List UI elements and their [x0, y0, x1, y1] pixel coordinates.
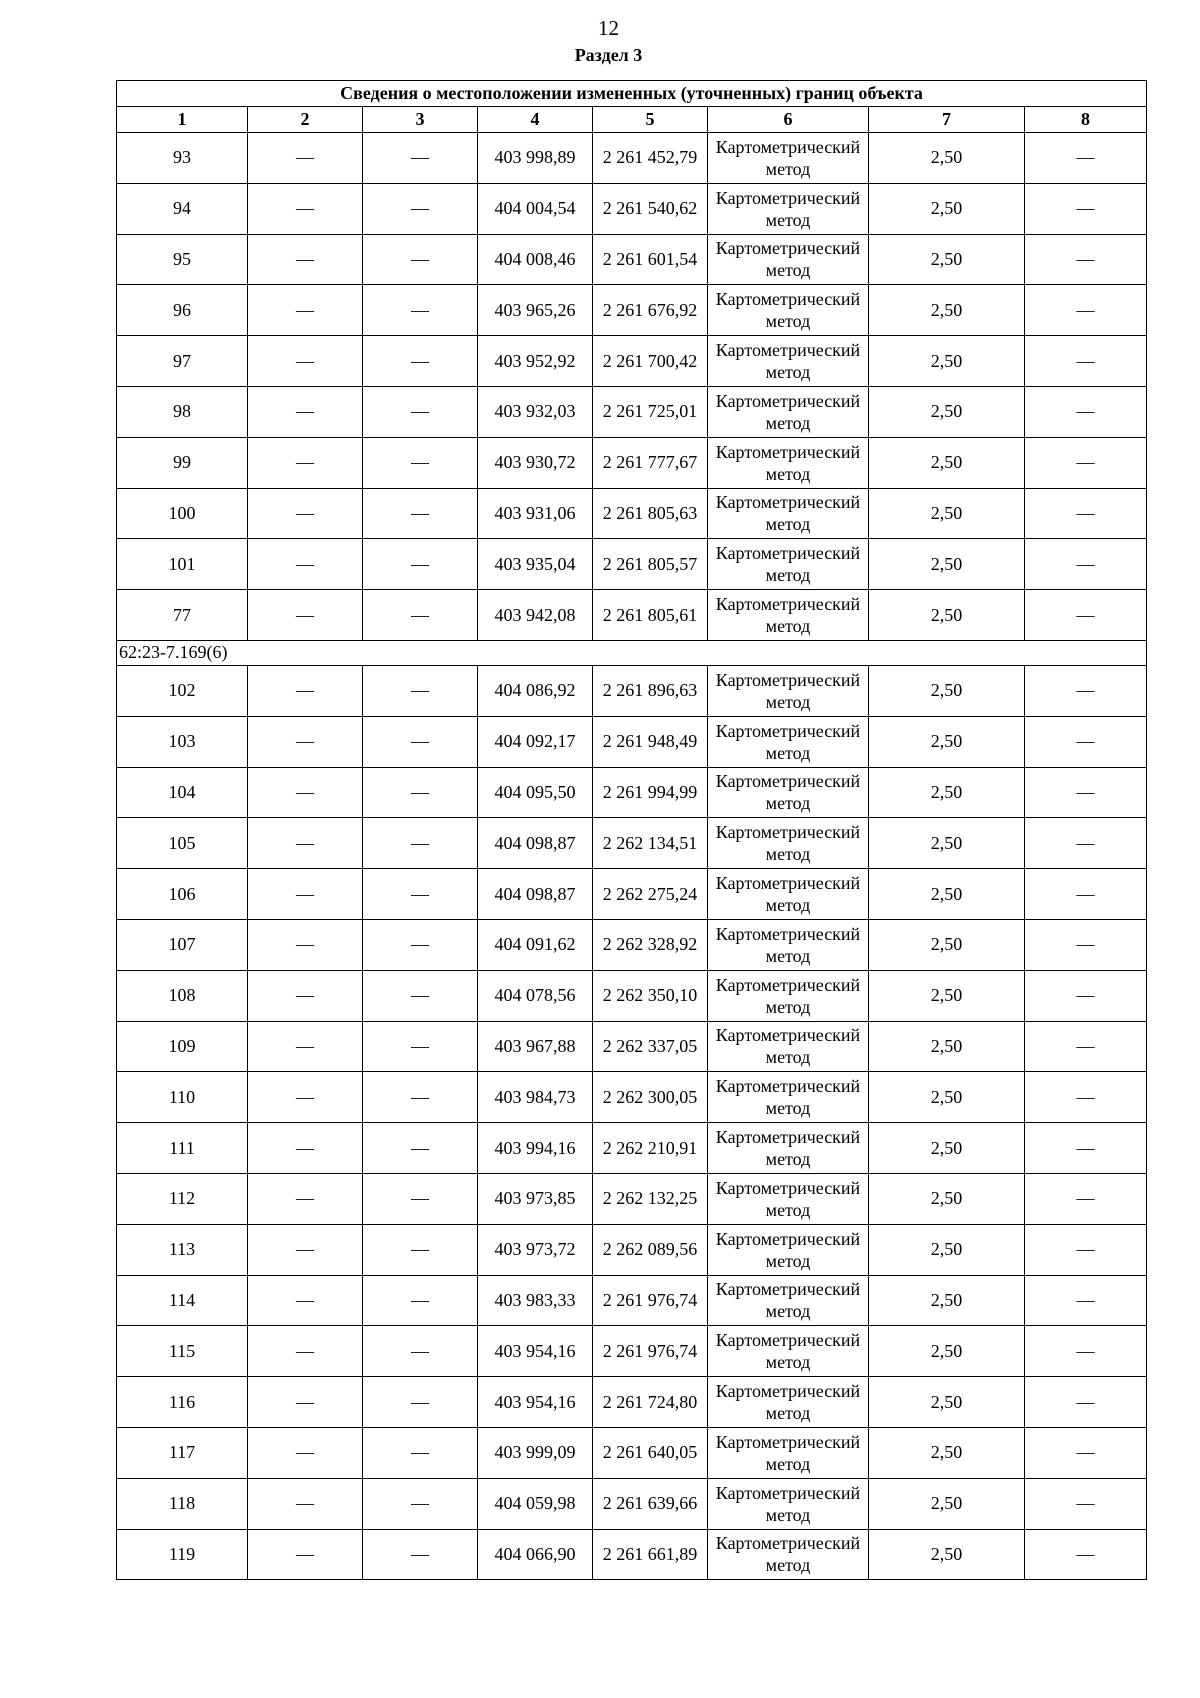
- col8-cell: —: [1025, 869, 1147, 920]
- y-coordinate-cell: 2 261 601,54: [593, 234, 708, 285]
- y-coordinate-cell: 2 262 210,91: [593, 1123, 708, 1174]
- accuracy-cell: 2,50: [869, 590, 1025, 641]
- method-cell: Картометрический метод: [708, 767, 869, 818]
- column-number: 5: [593, 107, 708, 133]
- x-coordinate-cell: 404 098,87: [478, 869, 593, 920]
- x-coordinate-cell: 404 059,98: [478, 1478, 593, 1529]
- col3-cell: —: [363, 437, 478, 488]
- x-coordinate-cell: 403 952,92: [478, 336, 593, 387]
- accuracy-cell: 2,50: [869, 919, 1025, 970]
- method-cell: Картометрический метод: [708, 1377, 869, 1428]
- method-cell: Картометрический метод: [708, 437, 869, 488]
- table-row: [117, 1275, 1147, 1326]
- col2-cell: —: [248, 1326, 363, 1377]
- accuracy-cell: 2,50: [869, 1427, 1025, 1478]
- point-number-cell: 114: [117, 1275, 248, 1326]
- point-number-cell: 96: [117, 285, 248, 336]
- col3-cell: —: [363, 1529, 478, 1580]
- y-coordinate-cell: 2 261 805,61: [593, 590, 708, 641]
- x-coordinate-cell: 403 965,26: [478, 285, 593, 336]
- point-number-cell: 98: [117, 386, 248, 437]
- y-coordinate-cell: 2 261 452,79: [593, 133, 708, 184]
- col8-cell: —: [1025, 1529, 1147, 1580]
- point-number-cell: 103: [117, 716, 248, 767]
- method-cell: Картометрический метод: [708, 1072, 869, 1123]
- table-row: [117, 1478, 1147, 1529]
- col3-cell: —: [363, 1224, 478, 1275]
- col8-cell: —: [1025, 1021, 1147, 1072]
- table-row: [117, 869, 1147, 920]
- col8-cell: —: [1025, 488, 1147, 539]
- table-row: [117, 1326, 1147, 1377]
- point-number-cell: 112: [117, 1173, 248, 1224]
- point-number-cell: 97: [117, 336, 248, 387]
- col2-cell: —: [248, 183, 363, 234]
- col2-cell: —: [248, 716, 363, 767]
- column-number: 7: [869, 107, 1025, 133]
- col2-cell: —: [248, 234, 363, 285]
- y-coordinate-cell: 2 262 134,51: [593, 818, 708, 869]
- col3-cell: —: [363, 1326, 478, 1377]
- col8-cell: —: [1025, 1275, 1147, 1326]
- method-cell: Картометрический метод: [708, 1478, 869, 1529]
- table-row: [117, 1021, 1147, 1072]
- x-coordinate-cell: 404 078,56: [478, 970, 593, 1021]
- col2-cell: —: [248, 1021, 363, 1072]
- col2-cell: —: [248, 133, 363, 184]
- table-row: [117, 818, 1147, 869]
- accuracy-cell: 2,50: [869, 1123, 1025, 1174]
- y-coordinate-cell: 2 261 976,74: [593, 1275, 708, 1326]
- col2-cell: —: [248, 1529, 363, 1580]
- x-coordinate-cell: 403 973,72: [478, 1224, 593, 1275]
- table-row: [117, 665, 1147, 716]
- y-coordinate-cell: 2 262 089,56: [593, 1224, 708, 1275]
- table-row: [117, 133, 1147, 184]
- col8-cell: —: [1025, 919, 1147, 970]
- col8-cell: —: [1025, 970, 1147, 1021]
- point-number-cell: 95: [117, 234, 248, 285]
- table-row: [117, 336, 1147, 387]
- x-coordinate-cell: 403 954,16: [478, 1326, 593, 1377]
- point-number-cell: 107: [117, 919, 248, 970]
- accuracy-cell: 2,50: [869, 285, 1025, 336]
- method-cell: Картометрический метод: [708, 869, 869, 920]
- accuracy-cell: 2,50: [869, 767, 1025, 818]
- col8-cell: —: [1025, 386, 1147, 437]
- x-coordinate-cell: 403 930,72: [478, 437, 593, 488]
- col3-cell: —: [363, 1478, 478, 1529]
- col3-cell: —: [363, 336, 478, 387]
- column-number: 6: [708, 107, 869, 133]
- x-coordinate-cell: 403 973,85: [478, 1173, 593, 1224]
- col2-cell: —: [248, 386, 363, 437]
- col8-cell: —: [1025, 767, 1147, 818]
- col3-cell: —: [363, 919, 478, 970]
- x-coordinate-cell: 404 095,50: [478, 767, 593, 818]
- y-coordinate-cell: 2 261 777,67: [593, 437, 708, 488]
- method-cell: Картометрический метод: [708, 1021, 869, 1072]
- method-cell: Картометрический метод: [708, 1275, 869, 1326]
- method-cell: Картометрический метод: [708, 716, 869, 767]
- method-cell: Картометрический метод: [708, 665, 869, 716]
- table-row: [117, 590, 1147, 641]
- col3-cell: —: [363, 590, 478, 641]
- col2-cell: —: [248, 336, 363, 387]
- table-row: [117, 437, 1147, 488]
- col3-cell: —: [363, 1072, 478, 1123]
- x-coordinate-cell: 404 008,46: [478, 234, 593, 285]
- x-coordinate-cell: 403 983,33: [478, 1275, 593, 1326]
- column-number: 8: [1025, 107, 1147, 133]
- table-row: [117, 1224, 1147, 1275]
- method-cell: Картометрический метод: [708, 1427, 869, 1478]
- point-number-cell: 110: [117, 1072, 248, 1123]
- table-row: [117, 183, 1147, 234]
- col3-cell: —: [363, 1021, 478, 1072]
- col2-cell: —: [248, 665, 363, 716]
- table-row: [117, 970, 1147, 1021]
- col2-cell: —: [248, 1123, 363, 1174]
- col8-cell: —: [1025, 183, 1147, 234]
- table-row: [117, 234, 1147, 285]
- column-number-row: [117, 107, 1147, 133]
- table-row: [117, 1529, 1147, 1580]
- col2-cell: —: [248, 919, 363, 970]
- y-coordinate-cell: 2 261 725,01: [593, 386, 708, 437]
- col3-cell: —: [363, 133, 478, 184]
- point-number-cell: 119: [117, 1529, 248, 1580]
- y-coordinate-cell: 2 261 661,89: [593, 1529, 708, 1580]
- point-number-cell: 105: [117, 818, 248, 869]
- method-cell: Картометрический метод: [708, 1529, 869, 1580]
- point-number-cell: 93: [117, 133, 248, 184]
- method-cell: Картометрический метод: [708, 590, 869, 641]
- col8-cell: —: [1025, 590, 1147, 641]
- method-cell: Картометрический метод: [708, 336, 869, 387]
- col2-cell: —: [248, 1427, 363, 1478]
- table-row: [117, 285, 1147, 336]
- col8-cell: —: [1025, 539, 1147, 590]
- point-number-cell: 100: [117, 488, 248, 539]
- col2-cell: —: [248, 818, 363, 869]
- col8-cell: —: [1025, 1478, 1147, 1529]
- point-number-cell: 99: [117, 437, 248, 488]
- x-coordinate-cell: 403 967,88: [478, 1021, 593, 1072]
- col2-cell: —: [248, 285, 363, 336]
- point-number-cell: 109: [117, 1021, 248, 1072]
- accuracy-cell: 2,50: [869, 183, 1025, 234]
- x-coordinate-cell: 404 091,62: [478, 919, 593, 970]
- accuracy-cell: 2,50: [869, 1529, 1025, 1580]
- col8-cell: —: [1025, 665, 1147, 716]
- column-number: 3: [363, 107, 478, 133]
- col2-cell: —: [248, 1377, 363, 1428]
- col2-cell: —: [248, 1275, 363, 1326]
- accuracy-cell: 2,50: [869, 133, 1025, 184]
- col8-cell: —: [1025, 1224, 1147, 1275]
- x-coordinate-cell: 403 954,16: [478, 1377, 593, 1428]
- col8-cell: —: [1025, 133, 1147, 184]
- accuracy-cell: 2,50: [869, 386, 1025, 437]
- col8-cell: —: [1025, 437, 1147, 488]
- y-coordinate-cell: 2 261 640,05: [593, 1427, 708, 1478]
- y-coordinate-cell: 2 261 724,80: [593, 1377, 708, 1428]
- x-coordinate-cell: 403 984,73: [478, 1072, 593, 1123]
- col8-cell: —: [1025, 336, 1147, 387]
- col8-cell: —: [1025, 234, 1147, 285]
- y-coordinate-cell: 2 261 676,92: [593, 285, 708, 336]
- accuracy-cell: 2,50: [869, 1224, 1025, 1275]
- method-cell: Картометрический метод: [708, 919, 869, 970]
- accuracy-cell: 2,50: [869, 1021, 1025, 1072]
- page-number: 12: [598, 16, 619, 40]
- col3-cell: —: [363, 285, 478, 336]
- col3-cell: —: [363, 1275, 478, 1326]
- x-coordinate-cell: 404 098,87: [478, 818, 593, 869]
- point-number-cell: 101: [117, 539, 248, 590]
- point-number-cell: 77: [117, 590, 248, 641]
- col2-cell: —: [248, 970, 363, 1021]
- x-coordinate-cell: 403 931,06: [478, 488, 593, 539]
- accuracy-cell: 2,50: [869, 1173, 1025, 1224]
- col2-cell: —: [248, 437, 363, 488]
- point-number-cell: 106: [117, 869, 248, 920]
- col3-cell: —: [363, 539, 478, 590]
- table-row: [117, 1072, 1147, 1123]
- y-coordinate-cell: 2 261 896,63: [593, 665, 708, 716]
- col8-cell: —: [1025, 285, 1147, 336]
- x-coordinate-cell: 403 932,03: [478, 386, 593, 437]
- col8-cell: —: [1025, 1326, 1147, 1377]
- method-cell: Картометрический метод: [708, 1224, 869, 1275]
- accuracy-cell: 2,50: [869, 1377, 1025, 1428]
- point-number-cell: 113: [117, 1224, 248, 1275]
- col2-cell: —: [248, 767, 363, 818]
- point-number-cell: 117: [117, 1427, 248, 1478]
- accuracy-cell: 2,50: [869, 1275, 1025, 1326]
- x-coordinate-cell: 404 086,92: [478, 665, 593, 716]
- point-number-cell: 104: [117, 767, 248, 818]
- point-number-cell: 116: [117, 1377, 248, 1428]
- col3-cell: —: [363, 1427, 478, 1478]
- accuracy-cell: 2,50: [869, 970, 1025, 1021]
- method-cell: Картометрический метод: [708, 234, 869, 285]
- y-coordinate-cell: 2 262 132,25: [593, 1173, 708, 1224]
- coordinates-table: [116, 80, 1147, 1580]
- y-coordinate-cell: 2 262 275,24: [593, 869, 708, 920]
- x-coordinate-cell: 403 998,89: [478, 133, 593, 184]
- accuracy-cell: 2,50: [869, 488, 1025, 539]
- col8-cell: —: [1025, 1377, 1147, 1428]
- accuracy-cell: 2,50: [869, 716, 1025, 767]
- method-cell: Картометрический метод: [708, 386, 869, 437]
- point-number-cell: 108: [117, 970, 248, 1021]
- method-cell: Картометрический метод: [708, 488, 869, 539]
- col8-cell: —: [1025, 1123, 1147, 1174]
- col2-cell: —: [248, 869, 363, 920]
- point-number-cell: 115: [117, 1326, 248, 1377]
- col3-cell: —: [363, 818, 478, 869]
- method-cell: Картометрический метод: [708, 818, 869, 869]
- accuracy-cell: 2,50: [869, 539, 1025, 590]
- col2-cell: —: [248, 1072, 363, 1123]
- col2-cell: —: [248, 1224, 363, 1275]
- method-cell: Картометрический метод: [708, 285, 869, 336]
- table-caption: Сведения о местоположении измененных (уточненных) границ объекта: [117, 81, 1147, 107]
- accuracy-cell: 2,50: [869, 234, 1025, 285]
- y-coordinate-cell: 2 262 350,10: [593, 970, 708, 1021]
- table-row: [117, 1427, 1147, 1478]
- y-coordinate-cell: 2 261 805,57: [593, 539, 708, 590]
- col2-cell: —: [248, 1173, 363, 1224]
- x-coordinate-cell: 404 092,17: [478, 716, 593, 767]
- y-coordinate-cell: 2 262 300,05: [593, 1072, 708, 1123]
- accuracy-cell: 2,50: [869, 437, 1025, 488]
- y-coordinate-cell: 2 261 540,62: [593, 183, 708, 234]
- y-coordinate-cell: 2 261 700,42: [593, 336, 708, 387]
- table-row: [117, 919, 1147, 970]
- col3-cell: —: [363, 767, 478, 818]
- point-number-cell: 111: [117, 1123, 248, 1174]
- accuracy-cell: 2,50: [869, 869, 1025, 920]
- x-coordinate-cell: 404 066,90: [478, 1529, 593, 1580]
- point-number-cell: 94: [117, 183, 248, 234]
- y-coordinate-cell: 2 261 805,63: [593, 488, 708, 539]
- table-row: [117, 767, 1147, 818]
- col3-cell: —: [363, 1377, 478, 1428]
- accuracy-cell: 2,50: [869, 665, 1025, 716]
- y-coordinate-cell: 2 261 948,49: [593, 716, 708, 767]
- accuracy-cell: 2,50: [869, 818, 1025, 869]
- accuracy-cell: 2,50: [869, 336, 1025, 387]
- column-number: 4: [478, 107, 593, 133]
- col2-cell: —: [248, 488, 363, 539]
- column-number: 2: [248, 107, 363, 133]
- table-row: [117, 1377, 1147, 1428]
- method-cell: Картометрический метод: [708, 1123, 869, 1174]
- col8-cell: —: [1025, 1427, 1147, 1478]
- method-cell: Картометрический метод: [708, 1173, 869, 1224]
- point-number-cell: 118: [117, 1478, 248, 1529]
- method-cell: Картометрический метод: [708, 183, 869, 234]
- col8-cell: —: [1025, 1072, 1147, 1123]
- accuracy-cell: 2,50: [869, 1326, 1025, 1377]
- table-row: [117, 716, 1147, 767]
- table-row: [117, 1173, 1147, 1224]
- point-number-cell: 102: [117, 665, 248, 716]
- method-cell: Картометрический метод: [708, 1326, 869, 1377]
- col8-cell: —: [1025, 1173, 1147, 1224]
- table-row: [117, 1123, 1147, 1174]
- col3-cell: —: [363, 234, 478, 285]
- col3-cell: —: [363, 716, 478, 767]
- y-coordinate-cell: 2 261 994,99: [593, 767, 708, 818]
- x-coordinate-cell: 403 935,04: [478, 539, 593, 590]
- col3-cell: —: [363, 386, 478, 437]
- col2-cell: —: [248, 590, 363, 641]
- table-row: [117, 539, 1147, 590]
- col2-cell: —: [248, 1478, 363, 1529]
- method-cell: Картометрический метод: [708, 539, 869, 590]
- x-coordinate-cell: 403 942,08: [478, 590, 593, 641]
- col8-cell: —: [1025, 716, 1147, 767]
- y-coordinate-cell: 2 262 337,05: [593, 1021, 708, 1072]
- x-coordinate-cell: 403 999,09: [478, 1427, 593, 1478]
- col3-cell: —: [363, 1123, 478, 1174]
- group-header-row: [117, 640, 1147, 665]
- accuracy-cell: 2,50: [869, 1478, 1025, 1529]
- col3-cell: —: [363, 488, 478, 539]
- col8-cell: —: [1025, 818, 1147, 869]
- col3-cell: —: [363, 869, 478, 920]
- y-coordinate-cell: 2 262 328,92: [593, 919, 708, 970]
- col3-cell: —: [363, 665, 478, 716]
- table-row: [117, 488, 1147, 539]
- table-caption-row: [117, 81, 1147, 107]
- col3-cell: —: [363, 970, 478, 1021]
- col3-cell: —: [363, 183, 478, 234]
- method-cell: Картометрический метод: [708, 970, 869, 1021]
- x-coordinate-cell: 403 994,16: [478, 1123, 593, 1174]
- table-row: [117, 386, 1147, 437]
- col2-cell: —: [248, 539, 363, 590]
- y-coordinate-cell: 2 261 639,66: [593, 1478, 708, 1529]
- table-body: [117, 133, 1147, 1580]
- x-coordinate-cell: 404 004,54: [478, 183, 593, 234]
- column-number: 1: [117, 107, 248, 133]
- group-label: 62:23-7.169(6): [117, 640, 1147, 665]
- accuracy-cell: 2,50: [869, 1072, 1025, 1123]
- y-coordinate-cell: 2 261 976,74: [593, 1326, 708, 1377]
- section-title: Раздел 3: [574, 45, 643, 65]
- method-cell: Картометрический метод: [708, 133, 869, 184]
- col3-cell: —: [363, 1173, 478, 1224]
